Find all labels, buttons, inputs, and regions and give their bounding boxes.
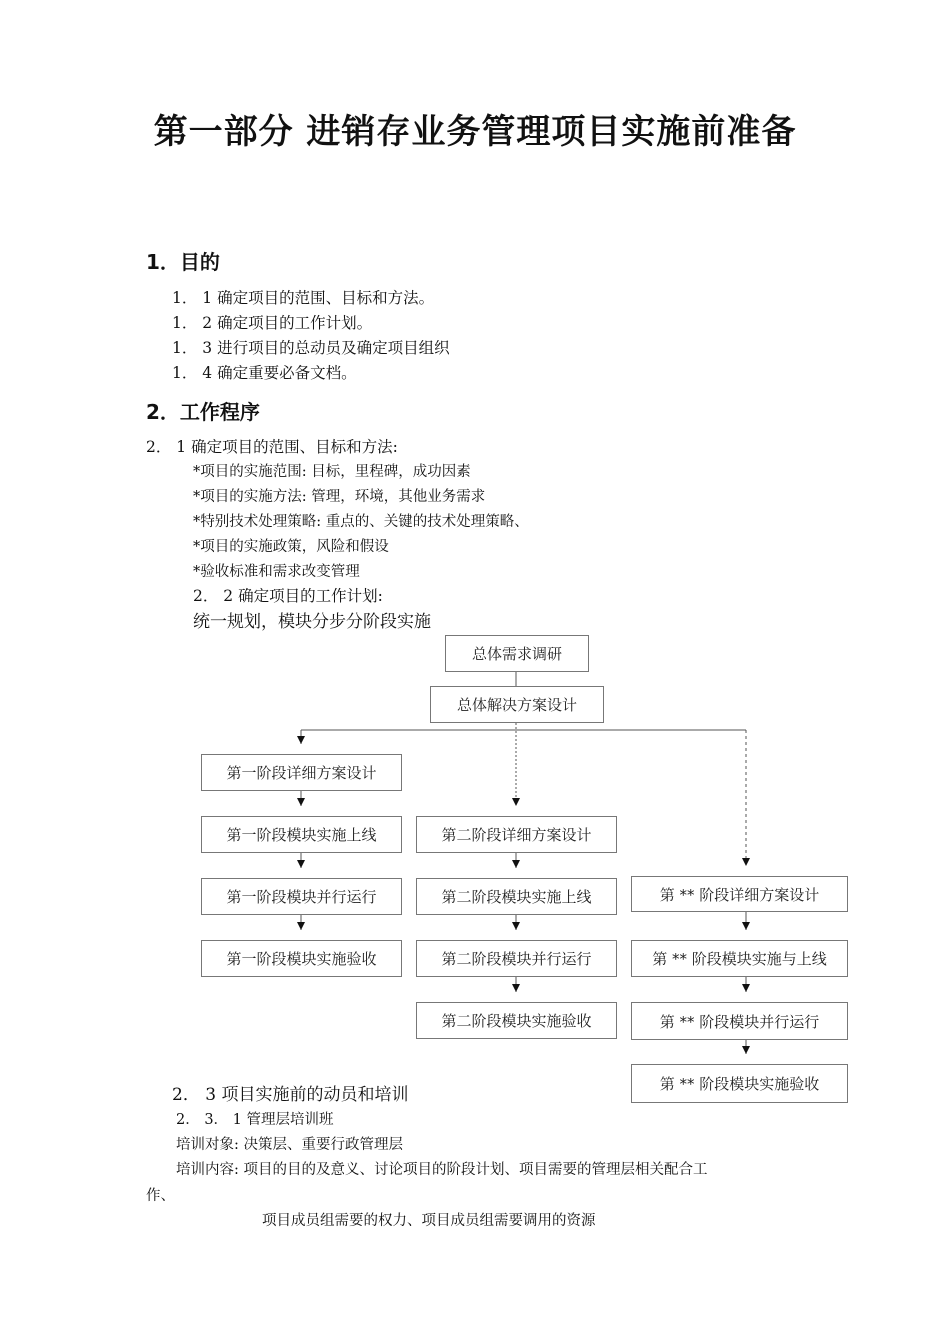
subsection-2-3-1-label: 2． 3． 1 管理层培训班 <box>176 1112 334 1128</box>
section1-item: 1． 1 确定项目的范围、目标和方法。 <box>172 289 435 307</box>
flow-box-phase2-acceptance: 第二阶段模块实施验收 <box>416 1002 617 1039</box>
section1-item: 1． 3 进行项目的总动员及确定项目组织 <box>172 339 450 357</box>
section1-item: 1． 4 确定重要必备文档。 <box>172 364 357 382</box>
bullet-item: *项目的实施政策，风险和假设 <box>193 539 389 555</box>
training-target: 培训对象: 决策层、重要行政管理层 <box>176 1137 403 1153</box>
flow-box-phase1-parallel-run: 第一阶段模块并行运行 <box>201 878 402 915</box>
subsection-2-3-label: 2． 3 项目实施前的动员和培训 <box>172 1085 409 1105</box>
flow-box-requirements-research: 总体需求调研 <box>445 635 589 672</box>
flow-box-phase1-detail-design: 第一阶段详细方案设计 <box>201 754 402 791</box>
plan-note: 统一规划，模块分步分阶段实施 <box>193 612 431 632</box>
flow-box-phase1-acceptance: 第一阶段模块实施验收 <box>201 940 402 977</box>
flow-box-overall-solution-design: 总体解决方案设计 <box>430 686 604 723</box>
flow-box-phase2-detail-design: 第二阶段详细方案设计 <box>416 816 617 853</box>
flow-box-phaseN-acceptance: 第 ** 阶段模块实施验收 <box>631 1064 848 1103</box>
section2-heading: 2．工作程序 <box>146 400 260 424</box>
flow-box-phaseN-parallel-run: 第 ** 阶段模块并行运行 <box>631 1002 848 1040</box>
training-content-line3: 项目成员组需要的权力、项目成员组需要调用的资源 <box>262 1213 596 1229</box>
subsection-2-2-label: 2． 2 确定项目的工作计划: <box>193 587 383 605</box>
section1-heading: 1．目的 <box>146 250 220 274</box>
bullet-item: *验收标准和需求改变管理 <box>193 564 360 580</box>
bullet-item: *项目的实施方法: 管理，环境，其他业务需求 <box>193 489 486 505</box>
flow-box-phase1-go-live: 第一阶段模块实施上线 <box>201 816 402 853</box>
page-title: 第一部分 进销存业务管理项目实施前准备 <box>153 112 797 152</box>
bullet-item: *项目的实施范围: 目标，里程碑，成功因素 <box>193 464 471 480</box>
subsection-2-1-label: 2． 1 确定项目的范围、目标和方法: <box>146 438 398 456</box>
flow-box-phaseN-detail-design: 第 ** 阶段详细方案设计 <box>631 876 848 912</box>
section1-item: 1． 2 确定项目的工作计划。 <box>172 314 373 332</box>
training-content: 培训内容: 项目的目的及意义、讨论项目的阶段计划、项目需要的管理层相关配合工 <box>176 1162 708 1178</box>
flow-box-phase2-go-live: 第二阶段模块实施上线 <box>416 878 617 915</box>
flow-box-phaseN-go-live: 第 ** 阶段模块实施与上线 <box>631 940 848 977</box>
training-content-cont: 作、 <box>146 1188 175 1204</box>
flow-box-phase2-parallel-run: 第二阶段模块并行运行 <box>416 940 617 977</box>
bullet-item: *特别技术处理策略: 重点的、关键的技术处理策略、 <box>193 514 529 530</box>
